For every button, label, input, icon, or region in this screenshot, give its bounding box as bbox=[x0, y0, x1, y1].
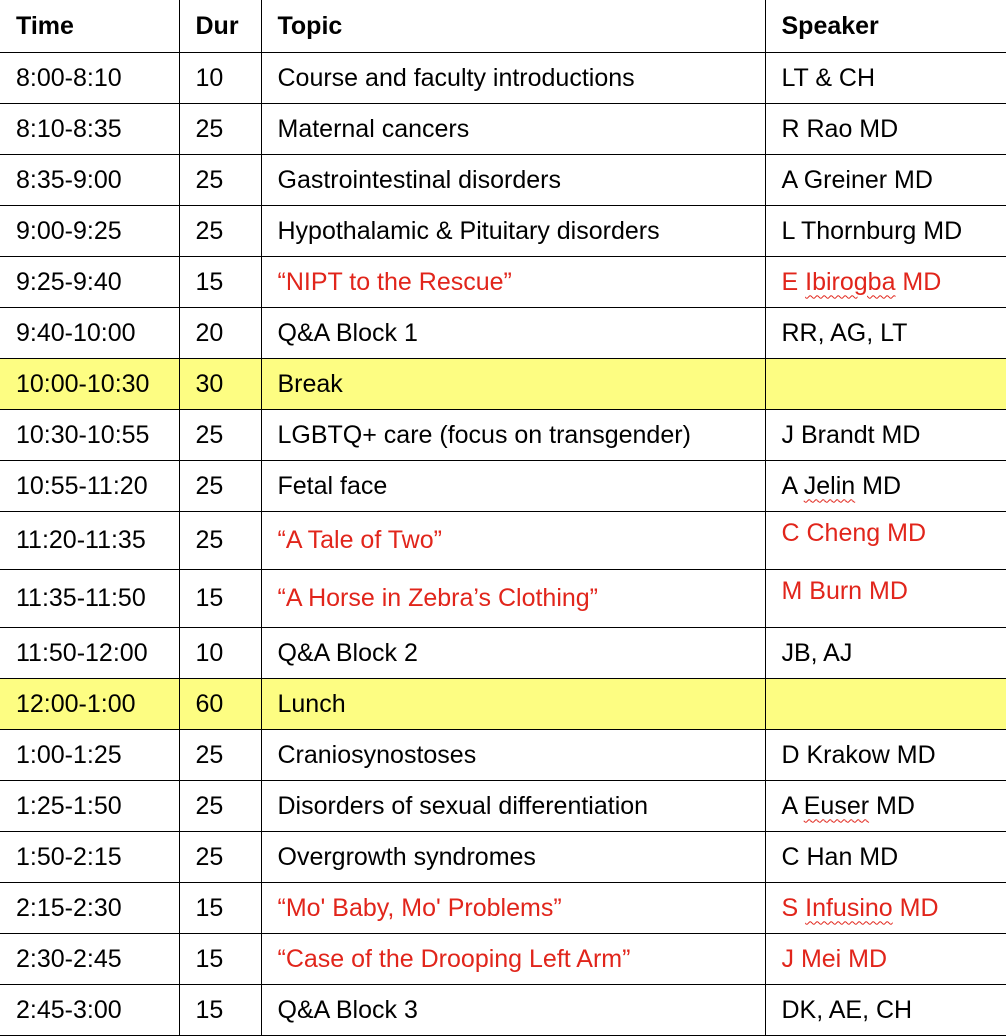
table-row bbox=[0, 53, 1006, 104]
topic-cell: Lunch bbox=[261, 679, 765, 730]
speaker-cell: RR, AG, LT bbox=[765, 308, 1006, 359]
time-cell: 2:30-2:45 bbox=[0, 934, 179, 985]
speaker-suffix: MD bbox=[855, 471, 901, 500]
topic-cell: Fetal face bbox=[261, 461, 765, 512]
dur-cell: 10 bbox=[179, 53, 261, 104]
dur-cell: 25 bbox=[179, 512, 261, 570]
speaker-cell: J Brandt MD bbox=[765, 410, 1006, 461]
dur-cell: 20 bbox=[179, 308, 261, 359]
speaker-cell bbox=[765, 257, 1006, 308]
dur-cell: 60 bbox=[179, 679, 261, 730]
table-row bbox=[0, 104, 1006, 155]
speaker-cell bbox=[765, 359, 1006, 410]
time-cell: 9:00-9:25 bbox=[0, 206, 179, 257]
speaker-prefix: A bbox=[781, 471, 804, 500]
speaker-prefix: E bbox=[781, 267, 806, 296]
topic-cell: Q&A Block 3 bbox=[261, 985, 765, 1036]
topic-cell: “A Horse in Zebra’s Clothing” bbox=[261, 570, 765, 628]
time-header: Time bbox=[0, 0, 179, 53]
speaker-cell: M Burn MD bbox=[765, 570, 1006, 628]
table-row bbox=[0, 832, 1006, 883]
time-cell: 11:50-12:00 bbox=[0, 628, 179, 679]
speaker-cell bbox=[765, 883, 1006, 934]
speaker-cell: L Thornburg MD bbox=[765, 206, 1006, 257]
speaker-cell: C Cheng MD bbox=[765, 512, 1006, 570]
speaker-prefix: A bbox=[781, 791, 804, 820]
speaker-cell: A Greiner MD bbox=[765, 155, 1006, 206]
speaker-cell bbox=[765, 781, 1006, 832]
table-row bbox=[0, 883, 1006, 934]
speaker-surname: Ibirogba bbox=[805, 267, 896, 296]
table-row bbox=[0, 512, 1006, 570]
dur-cell: 25 bbox=[179, 461, 261, 512]
time-cell: 1:25-1:50 bbox=[0, 781, 179, 832]
dur-cell: 15 bbox=[179, 934, 261, 985]
topic-cell: Break bbox=[261, 359, 765, 410]
speaker-cell: LT & CH bbox=[765, 53, 1006, 104]
dur-cell: 25 bbox=[179, 206, 261, 257]
topic-cell: LGBTQ+ care (focus on transgender) bbox=[261, 410, 765, 461]
time-cell: 12:00-1:00 bbox=[0, 679, 179, 730]
header-row bbox=[0, 0, 1006, 53]
topic-cell: Overgrowth syndromes bbox=[261, 832, 765, 883]
topic-cell: Disorders of sexual differentiation bbox=[261, 781, 765, 832]
topic-cell: Craniosynostoses bbox=[261, 730, 765, 781]
time-cell: 10:30-10:55 bbox=[0, 410, 179, 461]
time-cell: 8:35-9:00 bbox=[0, 155, 179, 206]
speaker-cell: D Krakow MD bbox=[765, 730, 1006, 781]
table-row bbox=[0, 206, 1006, 257]
time-cell: 9:40-10:00 bbox=[0, 308, 179, 359]
speaker-header: Speaker bbox=[765, 0, 1006, 53]
speaker-surname: Jelin bbox=[803, 471, 856, 500]
topic-cell: Hypothalamic & Pituitary disorders bbox=[261, 206, 765, 257]
speaker-cell: DK, AE, CH bbox=[765, 985, 1006, 1036]
table-row bbox=[0, 934, 1006, 985]
time-cell: 11:35-11:50 bbox=[0, 570, 179, 628]
dur-cell: 30 bbox=[179, 359, 261, 410]
speaker-cell: J Mei MD bbox=[765, 934, 1006, 985]
time-cell: 11:20-11:35 bbox=[0, 512, 179, 570]
dur-cell: 15 bbox=[179, 257, 261, 308]
time-cell: 2:45-3:00 bbox=[0, 985, 179, 1036]
dur-cell: 15 bbox=[179, 985, 261, 1036]
time-cell: 1:50-2:15 bbox=[0, 832, 179, 883]
topic-cell: “NIPT to the Rescue” bbox=[261, 257, 765, 308]
time-cell: 10:00-10:30 bbox=[0, 359, 179, 410]
speaker-cell: JB, AJ bbox=[765, 628, 1006, 679]
dur-cell: 15 bbox=[179, 883, 261, 934]
speaker-prefix: S bbox=[781, 893, 806, 922]
topic-cell: Course and faculty introductions bbox=[261, 53, 765, 104]
table-row bbox=[0, 570, 1006, 628]
speaker-cell: R Rao MD bbox=[765, 104, 1006, 155]
time-cell: 8:00-8:10 bbox=[0, 53, 179, 104]
table-row bbox=[0, 257, 1006, 308]
speaker-cell bbox=[765, 679, 1006, 730]
dur-cell: 25 bbox=[179, 832, 261, 883]
table-row bbox=[0, 410, 1006, 461]
table-row bbox=[0, 461, 1006, 512]
speaker-surname: Euser bbox=[803, 791, 870, 820]
dur-header: Dur bbox=[179, 0, 261, 53]
dur-cell: 25 bbox=[179, 730, 261, 781]
table-row bbox=[0, 628, 1006, 679]
topic-cell: Maternal cancers bbox=[261, 104, 765, 155]
topic-cell: Gastrointestinal disorders bbox=[261, 155, 765, 206]
speaker-cell bbox=[765, 461, 1006, 512]
speaker-surname: Infusino bbox=[805, 893, 893, 922]
speaker-suffix: MD bbox=[892, 893, 939, 922]
break-row bbox=[0, 359, 1006, 410]
time-cell: 8:10-8:35 bbox=[0, 104, 179, 155]
topic-cell: Q&A Block 2 bbox=[261, 628, 765, 679]
topic-header: Topic bbox=[261, 0, 765, 53]
topic-cell: Q&A Block 1 bbox=[261, 308, 765, 359]
table-row bbox=[0, 308, 1006, 359]
table-row bbox=[0, 781, 1006, 832]
table-row bbox=[0, 730, 1006, 781]
speaker-cell: C Han MD bbox=[765, 832, 1006, 883]
table-row bbox=[0, 155, 1006, 206]
speaker-suffix: MD bbox=[895, 267, 942, 296]
table-row bbox=[0, 985, 1006, 1036]
dur-cell: 25 bbox=[179, 104, 261, 155]
time-cell: 10:55-11:20 bbox=[0, 461, 179, 512]
dur-cell: 10 bbox=[179, 628, 261, 679]
topic-cell: “Case of the Drooping Left Arm” bbox=[261, 934, 765, 985]
time-cell: 9:25-9:40 bbox=[0, 257, 179, 308]
dur-cell: 25 bbox=[179, 781, 261, 832]
dur-cell: 25 bbox=[179, 155, 261, 206]
speaker-suffix: MD bbox=[869, 791, 915, 820]
topic-cell: “Mo' Baby, Mo' Problems” bbox=[261, 883, 765, 934]
dur-cell: 15 bbox=[179, 570, 261, 628]
lunch-row bbox=[0, 679, 1006, 730]
time-cell: 2:15-2:30 bbox=[0, 883, 179, 934]
time-cell: 1:00-1:25 bbox=[0, 730, 179, 781]
topic-cell: “A Tale of Two” bbox=[261, 512, 765, 570]
dur-cell: 25 bbox=[179, 410, 261, 461]
